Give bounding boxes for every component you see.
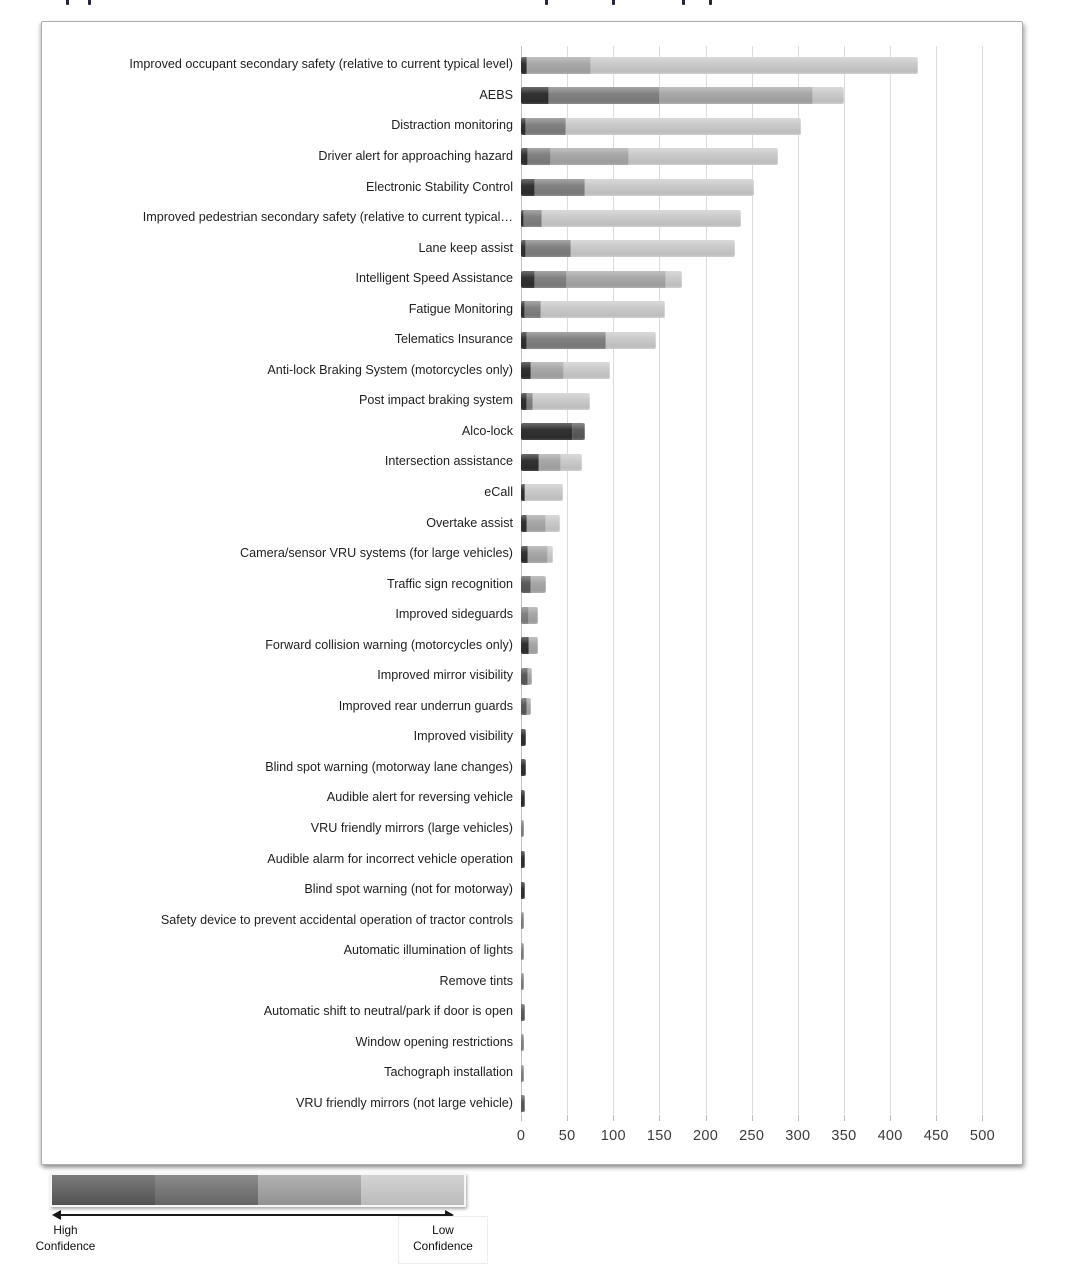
bar-segment xyxy=(666,271,683,288)
bar xyxy=(521,148,1020,165)
confidence-legend xyxy=(0,1165,520,1268)
bar xyxy=(521,973,1020,990)
bar-segment xyxy=(535,179,585,196)
chart-row xyxy=(42,1058,1020,1089)
chart-row xyxy=(42,417,1020,448)
bar-segment xyxy=(521,607,529,624)
bar-segment xyxy=(561,454,582,471)
bar-segment xyxy=(571,240,735,257)
category-label: VRU friendly mirrors (large vehicles) xyxy=(310,822,513,836)
cropped-title-fragment xyxy=(682,0,685,5)
bar-segment xyxy=(564,362,609,379)
category-label: Blind spot warning (motorway lane changes) xyxy=(265,760,513,774)
cropped-title-fragment xyxy=(66,0,69,5)
x-tick-label: 300 xyxy=(785,1128,811,1144)
bar-segment xyxy=(521,546,528,563)
chart-row xyxy=(42,172,1020,203)
bar-segment xyxy=(521,454,539,471)
chart-row xyxy=(42,997,1020,1028)
chart-row xyxy=(42,325,1020,356)
bar xyxy=(521,851,1020,868)
chart-row xyxy=(42,936,1020,967)
category-label: Improved pedestrian secondary safety (relative to current typical… xyxy=(142,211,513,225)
bar-segment xyxy=(521,1065,524,1082)
bar-segment xyxy=(521,973,524,990)
bar xyxy=(521,637,1020,654)
bar-segment xyxy=(521,851,525,868)
bar xyxy=(521,484,1020,501)
chart-row xyxy=(42,814,1020,845)
cropped-title-fragment xyxy=(88,0,91,5)
tick-mark xyxy=(706,1115,707,1121)
chart-panel xyxy=(41,21,1023,1165)
bar-segment xyxy=(539,454,560,471)
bar xyxy=(521,179,1020,196)
category-label: Alco-lock xyxy=(461,424,513,438)
bar-segment xyxy=(526,240,571,257)
category-label: Safety device to prevent accidental operation of tractor controls xyxy=(160,913,513,927)
bar-segment xyxy=(531,576,546,593)
bar-segment xyxy=(521,729,526,746)
bar-segment xyxy=(521,148,528,165)
category-label: Window opening restrictions xyxy=(355,1035,513,1049)
chart-row xyxy=(42,1028,1020,1059)
bar-segment xyxy=(527,515,545,532)
bar-segment xyxy=(606,332,656,349)
bar xyxy=(521,698,1020,715)
chart-row xyxy=(42,203,1020,234)
bar-segment xyxy=(591,57,918,74)
bar-segment xyxy=(542,210,740,227)
tick-mark xyxy=(798,1115,799,1121)
bar-segment xyxy=(813,87,844,104)
bar xyxy=(521,546,1020,563)
bar xyxy=(521,1065,1020,1082)
bar xyxy=(521,668,1020,685)
category-label: Distraction monitoring xyxy=(391,119,513,133)
legend-color-segment xyxy=(52,1175,155,1205)
bar-segment xyxy=(526,118,567,135)
bar xyxy=(521,576,1020,593)
chart-row xyxy=(42,630,1020,661)
x-tick-label: 200 xyxy=(693,1128,719,1144)
bar-segment xyxy=(521,576,531,593)
rows xyxy=(42,50,1020,1119)
bar xyxy=(521,759,1020,776)
legend-arrow xyxy=(60,1214,446,1216)
category-label: Improved occupant secondary safety (relative to current typical level) xyxy=(129,58,513,72)
chart-row xyxy=(42,661,1020,692)
chart-row xyxy=(42,569,1020,600)
tick-mark xyxy=(567,1115,568,1121)
bar xyxy=(521,882,1020,899)
x-tick-label: 500 xyxy=(969,1128,995,1144)
x-tick-label: 150 xyxy=(646,1128,672,1144)
chart-row xyxy=(42,81,1020,112)
bar-segment xyxy=(521,912,524,929)
bar-segment xyxy=(629,148,778,165)
category-label: Improved sideguards xyxy=(395,608,513,622)
legend-high-line2: Confidence xyxy=(35,1238,96,1253)
chart-row xyxy=(42,875,1020,906)
x-tick-label: 350 xyxy=(831,1128,857,1144)
category-label: Tachograph installation xyxy=(384,1066,513,1080)
category-label: Lane keep assist xyxy=(418,241,513,255)
bar-segment xyxy=(529,607,537,624)
bar xyxy=(521,790,1020,807)
chart-row xyxy=(42,50,1020,81)
category-label: Remove tints xyxy=(439,974,513,988)
legend-color-segment xyxy=(361,1175,464,1205)
bar xyxy=(521,87,1020,104)
bar xyxy=(521,912,1020,929)
bar xyxy=(521,271,1020,288)
x-tick-marks xyxy=(521,1115,985,1122)
chart-row xyxy=(42,753,1020,784)
cropped-title-fragment xyxy=(612,0,615,5)
bar-segment xyxy=(551,148,629,165)
bar-segment xyxy=(533,393,590,410)
bar xyxy=(521,210,1020,227)
chart-row xyxy=(42,539,1020,570)
category-label: Overtake assist xyxy=(426,516,513,530)
legend-color-segment xyxy=(155,1175,258,1205)
bar-segment xyxy=(566,118,800,135)
chart-row xyxy=(42,508,1020,539)
bar-segment xyxy=(535,271,567,288)
bar-segment xyxy=(524,210,542,227)
chart-row xyxy=(42,844,1020,875)
chart-row xyxy=(42,111,1020,142)
chart-row xyxy=(42,294,1020,325)
x-tick-label: 400 xyxy=(877,1128,903,1144)
category-label: Electronic Stability Control xyxy=(366,180,513,194)
chart-row xyxy=(42,233,1020,264)
x-tick-labels xyxy=(516,1128,995,1150)
chart-row xyxy=(42,966,1020,997)
bar xyxy=(521,1034,1020,1051)
bar xyxy=(521,607,1020,624)
tick-mark xyxy=(890,1115,891,1121)
tick-mark xyxy=(613,1115,614,1121)
bar-segment xyxy=(528,148,550,165)
bar-segment xyxy=(528,546,547,563)
category-label: Improved visibility xyxy=(413,730,513,744)
bar xyxy=(521,423,1020,440)
bar-segment xyxy=(521,1095,525,1112)
bar-segment xyxy=(541,301,665,318)
bar-segment xyxy=(527,332,605,349)
bar-segment xyxy=(521,87,549,104)
bar-segment xyxy=(521,759,526,776)
bar xyxy=(521,454,1020,471)
category-label: Audible alarm for incorrect vehicle operation xyxy=(267,852,513,866)
chart-row xyxy=(42,905,1020,936)
bar xyxy=(521,943,1020,960)
category-label: eCall xyxy=(484,486,513,499)
bar xyxy=(521,1095,1020,1112)
legend-colorbar xyxy=(50,1173,466,1207)
chart-row xyxy=(42,264,1020,295)
bar xyxy=(521,393,1020,410)
bar xyxy=(521,729,1020,746)
x-tick-label: 0 xyxy=(516,1128,526,1144)
bar-segment xyxy=(549,87,661,104)
bar-segment xyxy=(567,271,666,288)
bar xyxy=(521,820,1020,837)
bar-segment xyxy=(521,943,524,960)
cropped-title-fragment xyxy=(709,0,712,5)
tick-mark xyxy=(982,1115,983,1121)
x-tick-label: 100 xyxy=(600,1128,626,1144)
bar xyxy=(521,332,1020,349)
category-label: Post impact braking system xyxy=(359,394,513,408)
category-label: Improved rear underrun guards xyxy=(338,699,513,713)
bar-segment xyxy=(521,698,527,715)
bar-segment xyxy=(521,362,531,379)
x-tick-label: 450 xyxy=(923,1128,949,1144)
bar-segment xyxy=(521,882,525,899)
category-label: Camera/sensor VRU systems (for large vehicles) xyxy=(240,547,513,561)
bar-segment xyxy=(521,637,529,654)
bar-segment xyxy=(531,362,564,379)
bar-segment xyxy=(548,546,554,563)
bar-segment xyxy=(521,271,535,288)
bar-segment xyxy=(585,179,754,196)
chart-row xyxy=(42,783,1020,814)
category-label: Intersection assistance xyxy=(384,455,513,469)
tick-mark xyxy=(659,1115,660,1121)
bar-segment xyxy=(525,484,564,501)
bar-segment xyxy=(521,423,573,440)
bar-segment xyxy=(521,820,524,837)
chart-row xyxy=(42,691,1020,722)
category-label: Traffic sign recognition xyxy=(387,577,513,591)
bar-segment xyxy=(525,301,542,318)
category-label: Intelligent Speed Assistance xyxy=(355,272,513,286)
chart-row xyxy=(42,478,1020,509)
bar-segment xyxy=(529,637,537,654)
bar-segment xyxy=(521,668,528,685)
category-label: Anti-lock Braking System (motorcycles only) xyxy=(267,363,513,377)
category-label: Audible alert for reversing vehicle xyxy=(326,791,513,805)
bar-segment xyxy=(660,87,812,104)
category-label: Automatic illumination of lights xyxy=(343,944,513,958)
tick-mark xyxy=(844,1115,845,1121)
category-label: Driver alert for approaching hazard xyxy=(318,149,513,163)
bar xyxy=(521,362,1020,379)
bar xyxy=(521,1004,1020,1021)
bar-segment xyxy=(573,423,585,440)
category-label: Telematics Insurance xyxy=(394,333,513,347)
category-label: Automatic shift to neutral/park if door is open xyxy=(263,1005,513,1019)
legend-color-segment xyxy=(258,1175,361,1205)
category-label: Fatigue Monitoring xyxy=(408,302,513,316)
bar-segment xyxy=(528,668,532,685)
bar-segment xyxy=(521,1034,524,1051)
legend-high-line1: High xyxy=(53,1223,78,1237)
category-label: Forward collision warning (motorcycles only) xyxy=(265,638,513,652)
bar-segment xyxy=(521,1004,525,1021)
legend-low-line2: Confidence xyxy=(413,1238,473,1253)
tick-mark xyxy=(521,1115,522,1121)
chart-row xyxy=(42,600,1020,631)
legend-low-confidence-label xyxy=(399,1217,487,1263)
tick-mark xyxy=(752,1115,753,1121)
x-tick-label: 50 xyxy=(558,1128,576,1144)
chart-row xyxy=(42,142,1020,173)
bar-segment xyxy=(527,57,592,74)
bar-segment xyxy=(527,698,532,715)
chart-row xyxy=(42,355,1020,386)
bar-segment xyxy=(521,179,535,196)
bar-segment xyxy=(546,515,560,532)
category-label: Improved mirror visibility xyxy=(377,669,513,683)
category-label: Blind spot warning (not for motorway) xyxy=(304,883,513,897)
bar xyxy=(521,515,1020,532)
chart-row xyxy=(42,722,1020,753)
category-label: AEBS xyxy=(479,88,513,102)
category-label: VRU friendly mirrors (not large vehicle) xyxy=(296,1096,513,1110)
legend-high-confidence-label xyxy=(18,1223,113,1255)
bar-segment xyxy=(521,790,525,807)
chart-row xyxy=(42,386,1020,417)
chart-row xyxy=(42,447,1020,478)
bar xyxy=(521,301,1020,318)
bar xyxy=(521,57,1020,74)
tick-mark xyxy=(936,1115,937,1121)
legend-low-line1: Low xyxy=(432,1223,454,1237)
x-tick-label: 250 xyxy=(739,1128,765,1144)
bar xyxy=(521,118,1020,135)
cropped-title-fragment xyxy=(545,0,548,5)
bar xyxy=(521,240,1020,257)
